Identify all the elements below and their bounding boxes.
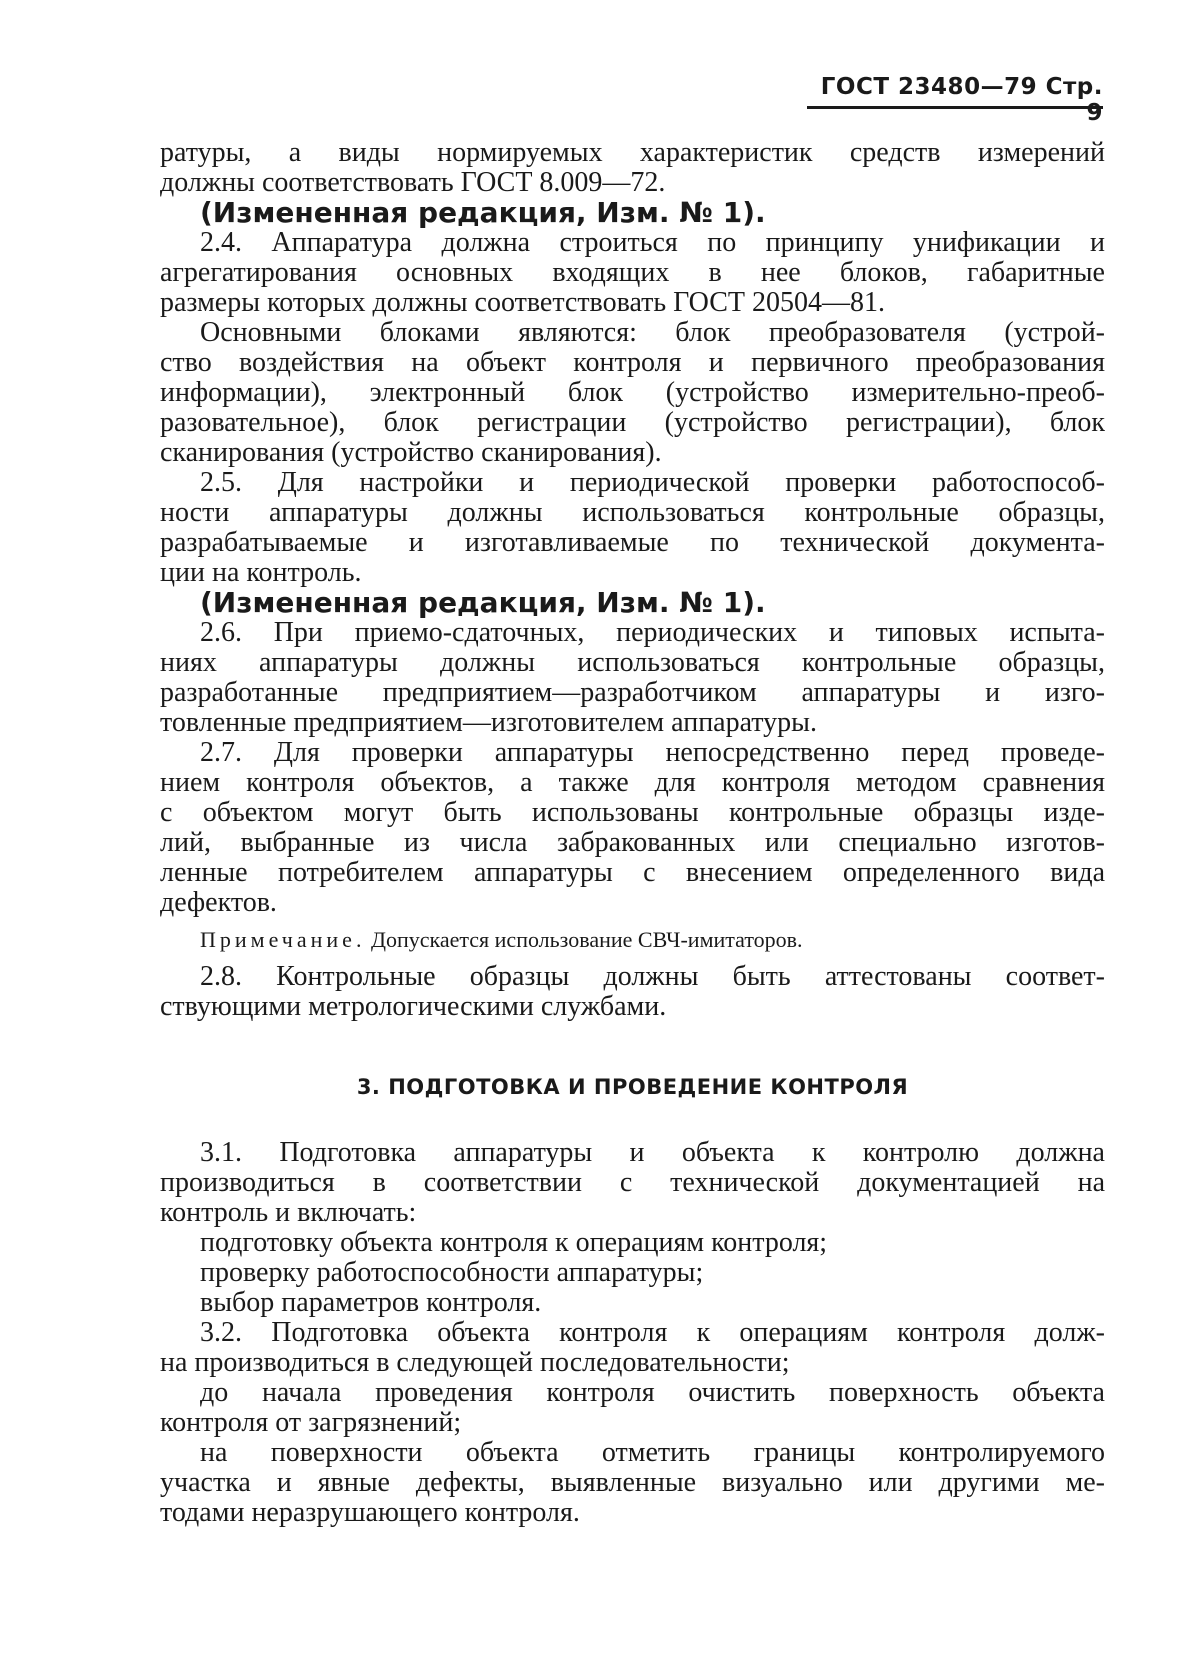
text-line: нием контроля объектов, а также для контроля методом сравнения: [160, 767, 1105, 798]
text-line: производиться в соответствии с технической документацией на: [160, 1167, 1105, 1198]
text-line: ленные потребителем аппаратуры с внесением определенного вида: [160, 857, 1105, 888]
text-line: разовательное), блок регистрации (устройство регистрации), блок: [160, 407, 1105, 438]
text-line: разрабатываемые и изготавливаемые по технической документа-: [160, 527, 1105, 558]
text-line: контроль и включать:: [160, 1197, 417, 1228]
text-line: ратуры, а виды нормируемых характеристик средств измерений: [160, 137, 1105, 168]
text-line: тодами неразрушающего контроля.: [160, 1497, 580, 1528]
note: [160, 926, 1105, 954]
text-line: лий, выбранные из числа забракованных или специально изготов-: [160, 827, 1105, 858]
text-line: информации), электронный блок (устройство измерительно-преоб-: [160, 377, 1105, 408]
list-item: выбор параметров контроля.: [200, 1287, 542, 1318]
text-line: контроля от загрязнений;: [160, 1407, 462, 1438]
change-note: (Измененная редакция, Изм. № 1).: [200, 196, 766, 229]
text-line: на поверхности объекта отметить границы контролируемого: [200, 1437, 1105, 1468]
text-line: 3.1. Подготовка аппаратуры и объекта к контролю должна: [200, 1137, 1105, 1168]
text-line: 2.4. Аппаратура должна строиться по принципу унификации и: [200, 227, 1105, 258]
text-line: ствующими метрологическими службами.: [160, 991, 667, 1022]
text-line: размеры которых должны соответствовать ГОСТ 20504—81.: [160, 287, 885, 318]
text-line: 2.5. Для настройки и периодической проверки работоспособ-: [200, 467, 1105, 498]
text-line: 2.8. Контрольные образцы должны быть аттестованы соответ-: [200, 961, 1105, 992]
text-line: 2.7. Для проверки аппаратуры непосредственно перед проведе-: [200, 737, 1105, 768]
text-line: Основными блоками являются: блок преобразователя (устрой-: [200, 317, 1105, 348]
text-line: разработанные предприятием—разработчиком аппаратуры и изго-: [160, 677, 1105, 708]
text-line: агрегатирования основных входящих в нее блоков, габаритные: [160, 257, 1105, 288]
text-line: на производиться в следующей последовательности;: [160, 1347, 790, 1378]
list-item: подготовку объекта контроля к операциям контроля;: [200, 1227, 828, 1258]
text-line: товленные предприятием—изготовителем аппаратуры.: [160, 707, 817, 738]
note-text: Допускается использование СВЧ-имитаторов.: [370, 927, 803, 952]
text-line: ции на контроль.: [160, 557, 362, 588]
text-line: ности аппаратуры должны использоваться контрольные образцы,: [160, 497, 1105, 528]
text-line: ниях аппаратуры должны использоваться контрольные образцы,: [160, 647, 1105, 678]
section-title: 3. ПОДГОТОВКА И ПРОВЕДЕНИЕ КОНТРОЛЯ: [356, 1075, 909, 1099]
text-line: участка и явные дефекты, выявленные визуально или другими ме-: [160, 1467, 1105, 1498]
page-header: ГОСТ 23480—79 Стр. 9: [807, 74, 1103, 109]
text-line: сканирования (устройство сканирования).: [160, 437, 662, 468]
text-line: должны соответствовать ГОСТ 8.009—72.: [160, 167, 666, 198]
list-item: проверку работоспособности аппаратуры;: [200, 1257, 704, 1288]
note-label: Примечание.: [200, 927, 366, 952]
change-note: (Измененная редакция, Изм. № 1).: [200, 586, 766, 619]
document-body: [160, 138, 1105, 1528]
text-line: 3.2. Подготовка объекта контроля к операциям контроля долж-: [200, 1317, 1105, 1348]
text-line: 2.6. При приемо-сдаточных, периодических и типовых испыта-: [200, 617, 1105, 648]
text-line: до начала проведения контроля очистить поверхность объекта: [200, 1377, 1105, 1408]
text-line: дефектов.: [160, 887, 277, 918]
text-line: с объектом могут быть использованы контрольные образцы изде-: [160, 797, 1105, 828]
text-line: ство воздействия на объект контроля и первичного преобразования: [160, 347, 1105, 378]
